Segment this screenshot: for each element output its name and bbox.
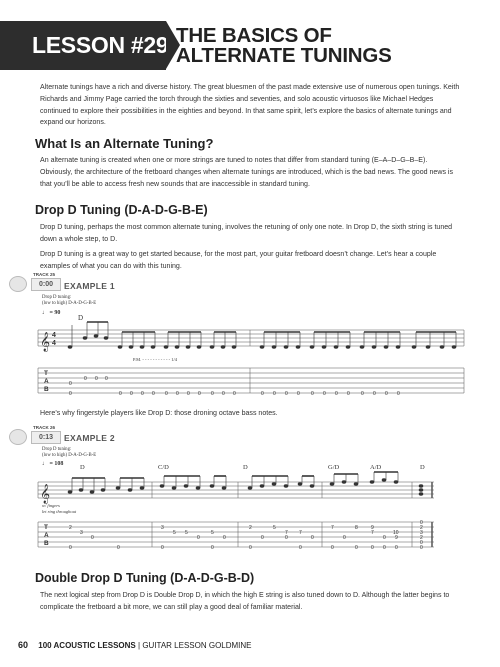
svg-text:9: 9 xyxy=(371,525,374,531)
svg-text:0: 0 xyxy=(91,535,94,541)
svg-text:7: 7 xyxy=(331,525,334,531)
svg-text:5: 5 xyxy=(211,530,214,536)
svg-text:0: 0 xyxy=(395,545,398,551)
chord-d-1: D xyxy=(80,464,85,471)
svg-text:0: 0 xyxy=(383,535,386,541)
svg-text:7: 7 xyxy=(285,530,288,536)
svg-text:0: 0 xyxy=(197,535,200,541)
section-heading-drop-d: Drop D Tuning (D-A-D-G-B-E) xyxy=(35,203,208,217)
example2-tab-letters xyxy=(44,524,49,547)
svg-text:0: 0 xyxy=(222,391,225,397)
section3-paragraph: The next logical step from Drop D is Double Drop D, in which the high E string is also tuned down to D. Although the latter begins to complicate the fretboard a bit more, we can still play a good deal of familiar material. xyxy=(40,592,450,611)
svg-text:0: 0 xyxy=(385,391,388,397)
example2-tab-numbers xyxy=(69,520,423,551)
svg-text:A: A xyxy=(44,532,49,539)
fingering-line2: let ring throughout xyxy=(42,509,77,514)
svg-text:0: 0 xyxy=(211,545,214,551)
chord-a-over-d: A/D xyxy=(370,464,382,471)
svg-text:0: 0 xyxy=(261,391,264,397)
section-heading-double-drop-d: Double Drop D Tuning (D-A-D-G-B-D) xyxy=(35,571,255,585)
example2-notes xyxy=(68,472,423,495)
example1-chord-symbol: D xyxy=(78,314,84,322)
svg-text:0: 0 xyxy=(117,545,120,551)
treble-clef-icon: 𝄞 xyxy=(40,484,51,503)
svg-text:0: 0 xyxy=(187,391,190,397)
example-2-label: EXAMPLE 2 xyxy=(64,433,115,443)
example1-tempo: ♩ = 90 xyxy=(42,310,61,316)
svg-text:0: 0 xyxy=(105,376,108,382)
treble-clef-icon: 𝄞 xyxy=(40,332,51,351)
svg-text:0: 0 xyxy=(335,391,338,397)
lesson-title-line2: ALTERNATE TUNINGS xyxy=(176,44,392,67)
section2-paragraph-2: Drop D tuning is a great way to get started because, for the most part, your guitar fretboard doesn’t change. Let’s hear a couple examples of what you can do with this tuning. xyxy=(40,251,437,270)
track-time: 0:13 xyxy=(31,431,61,444)
svg-text:0: 0 xyxy=(223,535,226,541)
example1-tuning-line2: (low to high) D-A-D-G-B-E xyxy=(42,301,97,306)
svg-text:0: 0 xyxy=(141,391,144,397)
track-time: 0:00 xyxy=(31,278,61,291)
svg-text:A: A xyxy=(44,378,49,385)
svg-text:0: 0 xyxy=(323,391,326,397)
svg-text:0: 0 xyxy=(69,391,72,397)
svg-text:2: 2 xyxy=(420,525,423,531)
svg-text:0: 0 xyxy=(420,540,423,546)
svg-text:5: 5 xyxy=(185,530,188,536)
chord-c-over-d: C/D xyxy=(158,464,169,471)
lesson-title-line1: THE BASICS OF xyxy=(176,24,332,47)
svg-text:T: T xyxy=(44,370,48,377)
svg-text:3: 3 xyxy=(161,525,164,531)
svg-text:0: 0 xyxy=(261,535,264,541)
page-footer xyxy=(18,640,252,650)
svg-text:0: 0 xyxy=(211,391,214,397)
svg-text:0: 0 xyxy=(420,520,423,526)
svg-text:0: 0 xyxy=(343,535,346,541)
svg-text:2: 2 xyxy=(69,525,72,531)
svg-text:0: 0 xyxy=(420,545,423,551)
chord-g-over-d: G/D xyxy=(328,464,340,471)
svg-text:0: 0 xyxy=(355,545,358,551)
svg-text:0: 0 xyxy=(152,391,155,397)
lesson-number: LESSON #29: xyxy=(32,32,176,58)
svg-text:0: 0 xyxy=(95,376,98,382)
section-heading-alternate-tuning: What Is an Alternate Tuning? xyxy=(35,136,214,151)
svg-text:0: 0 xyxy=(373,391,376,397)
svg-text:0: 0 xyxy=(371,545,374,551)
book-title: 100 ACOUSTIC LESSONS xyxy=(38,641,136,650)
svg-text:B: B xyxy=(44,386,49,393)
svg-text:0: 0 xyxy=(299,545,302,551)
example2-tuning-line1: Drop D tuning: xyxy=(42,447,72,452)
svg-text:0: 0 xyxy=(161,545,164,551)
svg-text:4: 4 xyxy=(52,332,56,339)
svg-text:0: 0 xyxy=(311,391,314,397)
svg-text:0: 0 xyxy=(119,391,122,397)
svg-text:0: 0 xyxy=(285,535,288,541)
example1-tuning-line1: Drop D tuning: xyxy=(42,295,72,300)
svg-text:T: T xyxy=(44,524,48,531)
page-number: 60 xyxy=(18,640,29,650)
chord-d-3: D xyxy=(420,464,425,471)
svg-text:3: 3 xyxy=(420,530,423,536)
section1-paragraph: An alternate tuning is created when one or more strings are tuned to notes that differ from standard tuning (E–A–D–G–B–E). Obviously, the architecture of the fretboard changes when alternate tunings are introduced, which is the bad news. The good news is that you’ll be able to access fresh new sounds that are inaccessible in standard tuning. xyxy=(40,157,454,188)
svg-text:0: 0 xyxy=(311,535,314,541)
intro-paragraph: Alternate tunings have a rich and diverse history. The great bluesmen of the past made extensive use of numerous open tunings. Keith Richards and Jimmy Page carried the torch through the sixties and seventies, and solo acoustic virtuosos like Michael Hedges continued to explore their possibilities in the eighties and beyond. In that same spirit, let’s explore the basics of alternate tunings and expand our horizons. xyxy=(40,84,460,127)
section2-paragraph-1: Drop D tuning, perhaps the most common alternate tuning, involves the retuning of only one note. In Drop D, the sixth string is tuned down a whole step, to D. xyxy=(40,224,453,243)
svg-text:0: 0 xyxy=(165,391,168,397)
footer-separator: | xyxy=(138,641,141,650)
svg-text:10: 10 xyxy=(393,530,399,536)
svg-text:0: 0 xyxy=(249,545,252,551)
svg-text:0: 0 xyxy=(297,391,300,397)
fingerstyle-note: Here’s why fingerstyle players like Drop D: those droning octave bass notes. xyxy=(40,410,278,417)
svg-text:7: 7 xyxy=(299,530,302,536)
svg-text:5: 5 xyxy=(273,525,276,531)
svg-text:0: 0 xyxy=(285,391,288,397)
svg-text:9: 9 xyxy=(395,535,398,541)
svg-text:0: 0 xyxy=(84,376,87,382)
svg-text:0: 0 xyxy=(69,545,72,551)
svg-text:8: 8 xyxy=(355,525,358,531)
svg-text:0: 0 xyxy=(331,545,334,551)
svg-text:B: B xyxy=(44,540,49,547)
svg-text:0: 0 xyxy=(347,391,350,397)
svg-text:7: 7 xyxy=(371,530,374,536)
svg-text:0: 0 xyxy=(383,545,386,551)
svg-text:0: 0 xyxy=(198,391,201,397)
svg-text:0: 0 xyxy=(397,391,400,397)
chord-d-2: D xyxy=(243,464,248,471)
svg-text:3: 3 xyxy=(80,530,83,536)
track-label: TRACK 26 xyxy=(33,425,56,430)
svg-text:0: 0 xyxy=(273,391,276,397)
svg-text:0: 0 xyxy=(69,381,72,387)
svg-text:5: 5 xyxy=(173,530,176,536)
svg-text:0: 0 xyxy=(176,391,179,397)
palm-mute-marking: P.M. - - - - - - - - - - - 1/4 xyxy=(133,357,177,362)
svg-text:0: 0 xyxy=(233,391,236,397)
svg-text:4: 4 xyxy=(52,340,56,347)
svg-text:2: 2 xyxy=(420,535,423,541)
track-label: TRACK 25 xyxy=(33,272,56,277)
example2-tuning-line2: (low to high) D-A-D-G-B-E xyxy=(42,453,97,458)
series-title: GUITAR LESSON GOLDMINE xyxy=(142,641,252,650)
svg-text:0: 0 xyxy=(361,391,364,397)
example-1-label: EXAMPLE 1 xyxy=(64,281,115,291)
svg-text:0: 0 xyxy=(130,391,133,397)
example2-tempo: ♩ = 108 xyxy=(42,461,64,467)
fingering-line1: w/ fingers xyxy=(42,503,60,508)
svg-text:2: 2 xyxy=(249,525,252,531)
